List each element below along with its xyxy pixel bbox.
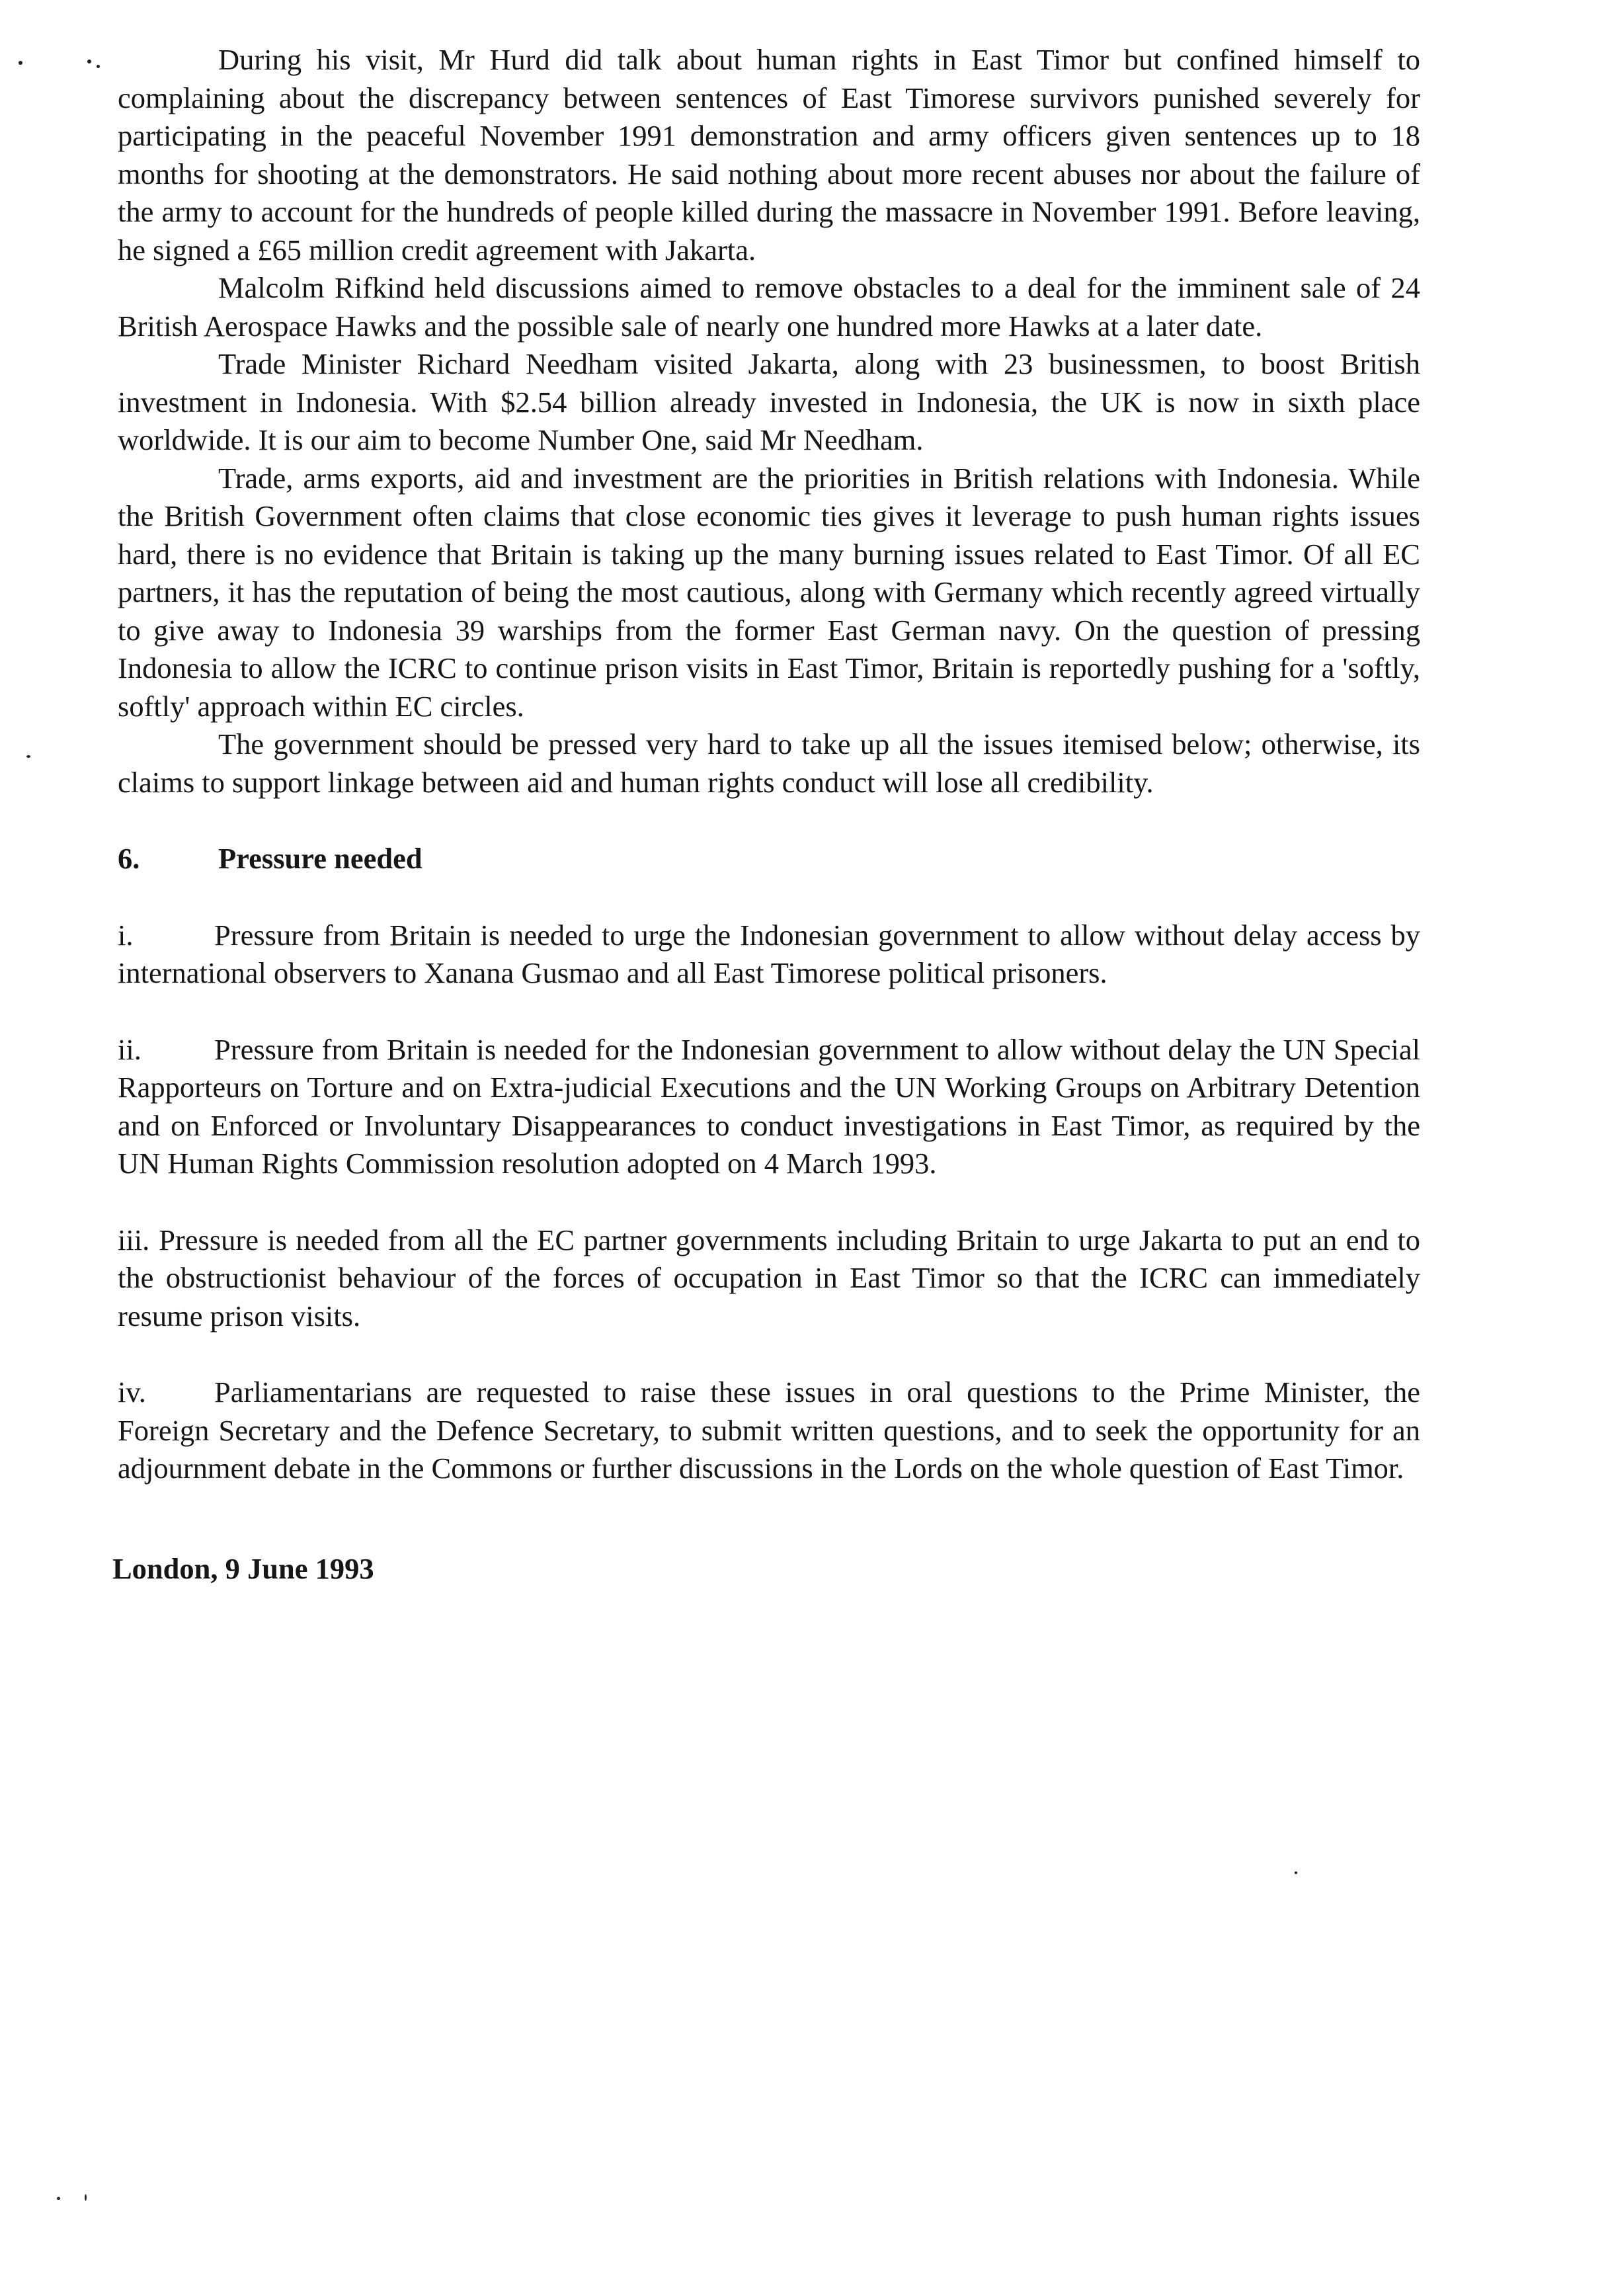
list-item-numeral: i. — [118, 918, 134, 952]
scan-speck — [57, 2197, 60, 2200]
paragraph-needham: Trade Minister Richard Needham visited Jakarta, along with 23 businessmen, to boost British investment in Indonesia. With $2.54 billion already invested in Indonesia, the UK is now in sixth place worldwide. It is our aim to become Number One, said Mr Needham. — [118, 347, 1420, 456]
list-item — [118, 1221, 1420, 1336]
paragraph-trade-priorities: Trade, arms exports, aid and investment are the priorities in British relations with Indonesia. While the British Government often claims that close economic ties gives it leverage to push human rights issues hard, there is no evidence that Britain is taking up the many burning issues related to East Timor. Of all EC partners, it has the reputation of being the most cautious, along with Germany which recently agreed virtually to give away to Indonesia 39 warships from the former East German navy. On the question of pressing Indonesia to allow the ICRC to continue prison visits in East Timor, Britain is reportedly pushing for a 'softly, softly' approach within EC circles. — [118, 461, 1420, 723]
list-item-text: Pressure is needed from all the EC partner governments including Britain to urge Jakarta to put an end to the obstructionist behaviour of the forces of occupation in East Timor so that the ICRC can immediately resume prison visits. — [118, 1223, 1420, 1332]
list-item — [118, 1374, 1420, 1488]
list-item-numeral: iii. — [118, 1223, 150, 1256]
section-number: 6. — [118, 842, 140, 875]
list-item-numeral: ii. — [118, 1032, 141, 1066]
scan-speck — [26, 755, 30, 758]
scan-speck — [97, 65, 100, 68]
scan-speck — [1295, 1871, 1297, 1874]
document-body — [112, 41, 1420, 1588]
list-item-numeral: iv. — [118, 1375, 146, 1409]
section-heading — [118, 840, 1420, 878]
paragraph-rifkind: Malcolm Rifkind held discussions aimed to remove obstacles to a deal for the imminent sale of 24 British Aerospace Hawks and the possible sale of nearly one hundred more Hawks at a later date. — [118, 271, 1420, 343]
list-item-text: Parliamentarians are requested to raise these issues in oral questions to the Prime Minister, the Foreign Secretary and the Defence Secretary, to submit written questions, and to seek the opportunity for an adjournment debate in the Commons or further discussions in the Lords on the whole question of East Timor. — [118, 1375, 1420, 1485]
scan-speck — [19, 61, 22, 65]
section-title: Pressure needed — [218, 842, 422, 875]
paragraph-hurd-visit: During his visit, Mr Hurd did talk about human rights in East Timor but confined himself to complaining about the discrepancy between sentences of East Timorese survivors punished severely for participating in the peaceful November 1991 demonstration and army officers given sentences up to 18 months for shooting at the demonstrators. He said nothing about more recent abuses nor about the failure of the army to account for the hundreds of people killed during the massacre in November 1991. Before leaving, he signed a £65 million credit agreement with Jakarta. — [118, 43, 1420, 266]
list-item-text: Pressure from Britain is needed to urge the Indonesian government to allow without delay access by international observers to Xanana Gusmao and all East Timorese political prisoners. — [118, 918, 1420, 989]
list-item-text: Pressure from Britain is needed for the Indonesian government to allow without delay the UN Special Rapporteurs on Torture and on Extra-judicial Executions and the UN Working Groups on Arbitrary Detention and on Enforced or Involuntary Disappearances to conduct investigations in East Timor, as required by the UN Human Rights Commission resolution adopted on 4 March 1993. — [118, 1032, 1420, 1180]
list-item — [118, 1031, 1420, 1183]
scan-speck — [85, 2194, 87, 2201]
list-item — [118, 917, 1420, 993]
signoff-place-date: London, 9 June 1993 — [112, 1551, 374, 1585]
paragraph-government-pressed: The government should be pressed very hard to take up all the issues itemised below; otherwise, its claims to support linkage between aid and human rights conduct will lose all credibility. — [118, 727, 1420, 799]
scan-speck — [87, 60, 91, 63]
